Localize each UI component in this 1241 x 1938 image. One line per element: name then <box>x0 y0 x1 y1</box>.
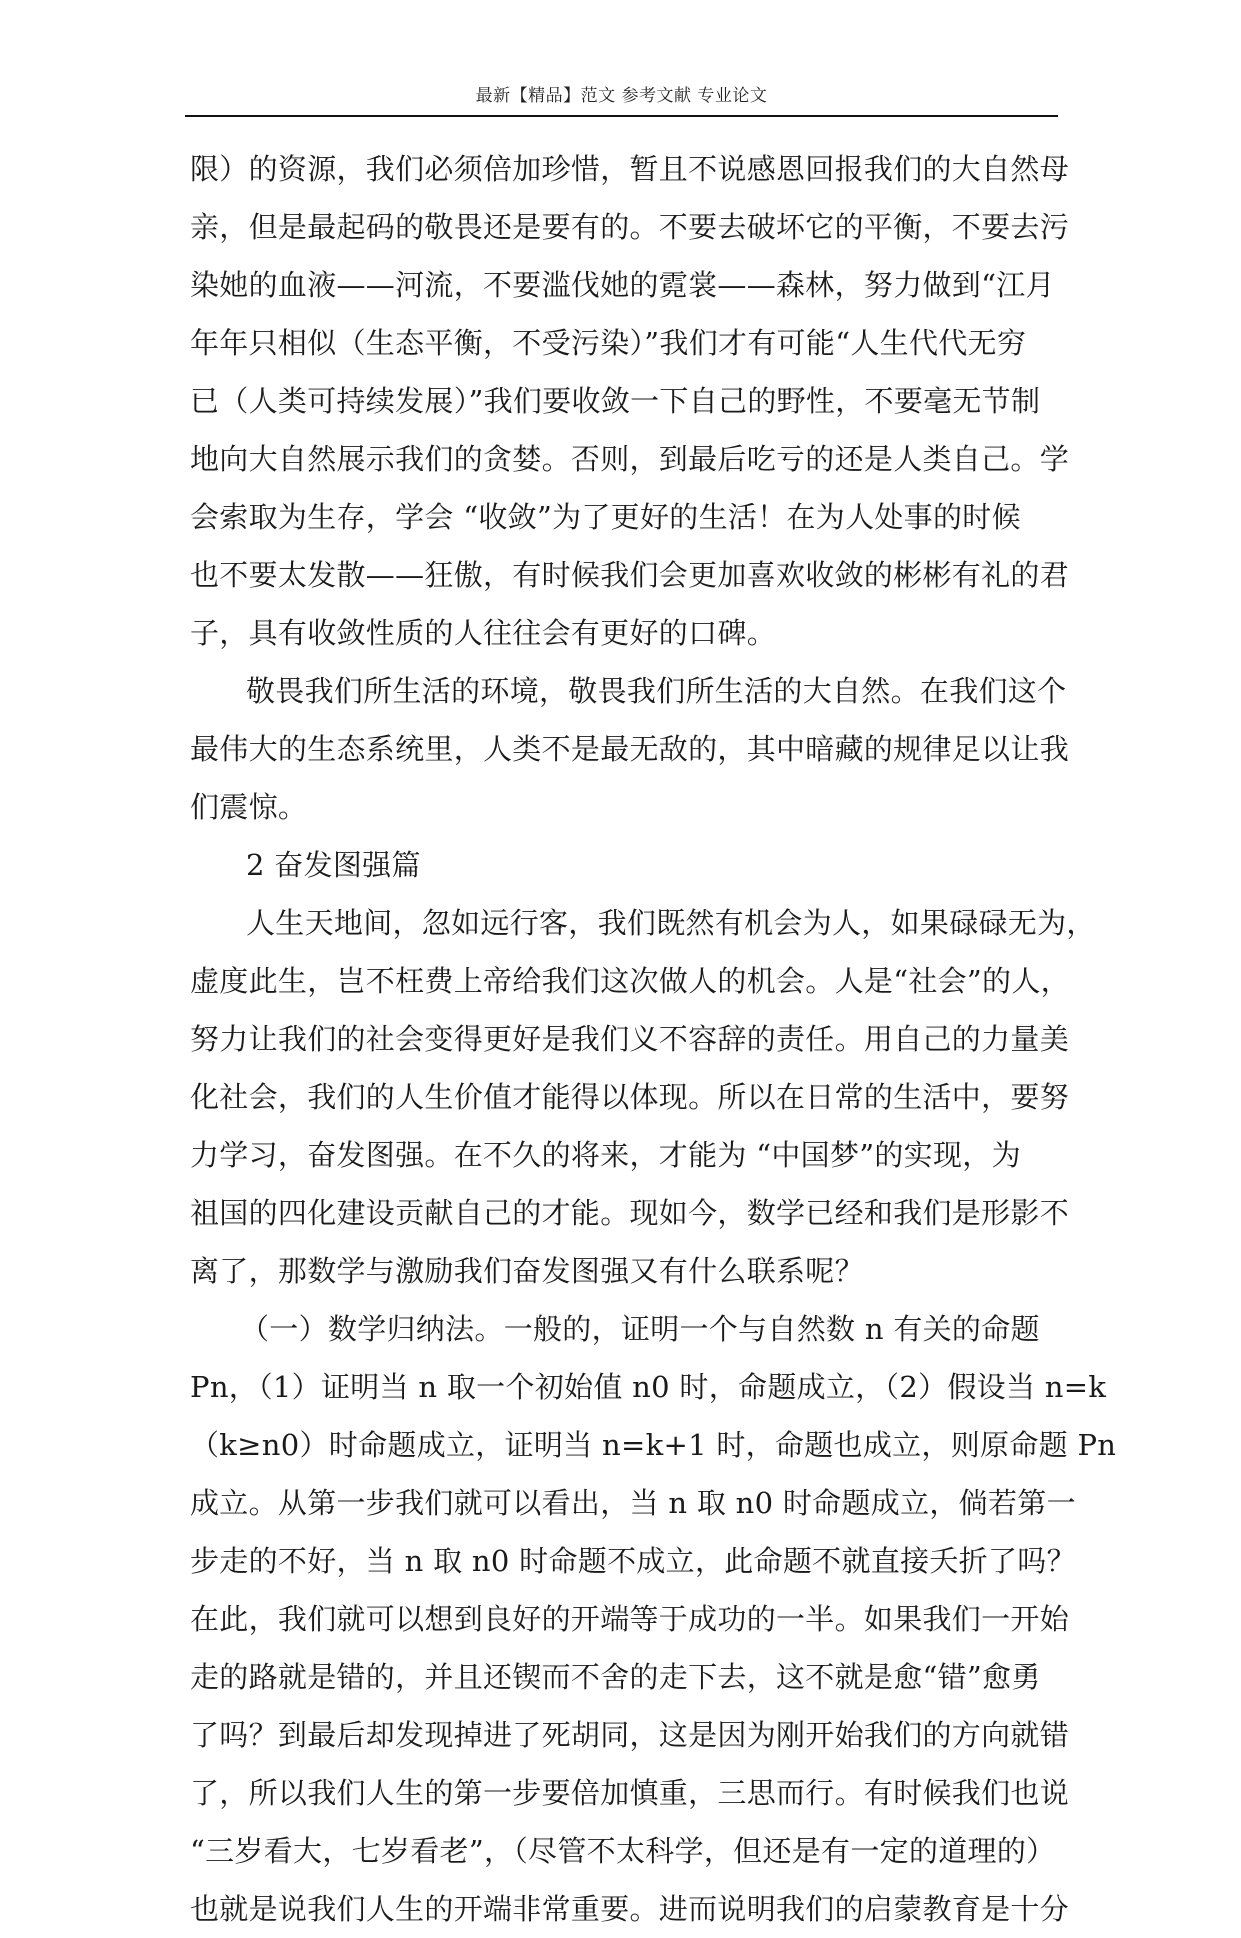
text-line: 离了，那数学与激励我们奋发图强又有什么联系呢？ <box>190 1254 864 1288</box>
text-line: 染她的血液——河流，不要滥伐她的霓裳——森林，努力做到“江月 <box>190 268 1055 302</box>
text-line: 限）的资源，我们必须倍加珍惜，暂且不说感恩回报我们的大自然母 <box>190 152 1070 186</box>
text-line: （k≥n0）时命题成立，证明当 n=k+1 时，命题也成立，则原命题 Pn <box>190 1428 1117 1462</box>
text-line: 步走的不好，当 n 取 n0 时命题不成立，此命题不就直接夭折了吗？ <box>190 1544 1076 1578</box>
text-line: 最伟大的生态系统里，人类不是最无敌的，其中暗藏的规律足以让我 <box>190 732 1070 766</box>
text-line: 亲，但是最起码的敬畏还是要有的。不要去破坏它的平衡，不要去污 <box>190 210 1070 244</box>
text-line: 祖国的四化建设贡献自己的才能。现如今，数学已经和我们是形影不 <box>190 1196 1070 1230</box>
text-line: 年年只相似（生态平衡，不受污染）”我们才有可能“人生代代无穷 <box>190 326 1027 360</box>
paragraph-start: 人生天地间，忽如远行客，我们既然有机会为人，如果碌碌无为， <box>246 906 1096 940</box>
section-heading: 2 奋发图强篇 <box>246 848 421 882</box>
text-line: 走的路就是错的，并且还锲而不舍的走下去，这不就是愈“错”愈勇 <box>190 1660 1041 1694</box>
paragraph-start: 敬畏我们所生活的环境，敬畏我们所生活的大自然。在我们这个 <box>246 674 1067 708</box>
text-line: 了，所以我们人生的第一步要倍加慎重，三思而行。有时候我们也说 <box>190 1776 1070 1810</box>
text-line: 成立。从第一步我们就可以看出，当 n 取 n0 时命题成立，倘若第一 <box>190 1486 1076 1520</box>
text-line: 们震惊。 <box>190 790 308 824</box>
text-line: “三岁看大，七岁看老”，（尽管不太科学，但还是有一定的道理的） <box>190 1834 1056 1868</box>
page-header: 最新【精品】范文 参考文献 专业论文 <box>475 86 768 106</box>
text-line: 会索取为生存，学会 “收敛”为了更好的生活！在为人处事的时候 <box>190 500 1021 534</box>
text-line: 已（人类可持续发展）”我们要收敛一下自己的野性，不要毫无节制 <box>190 384 1041 418</box>
text-line: Pn，（1）证明当 n 取一个初始值 n0 时，命题成立，（2）假设当 n=k <box>190 1370 1107 1404</box>
text-line: 子，具有收敛性质的人往往会有更好的口碑。 <box>190 616 777 650</box>
text-line: 也就是说我们人生的开端非常重要。进而说明我们的启蒙教育是十分 <box>190 1892 1070 1926</box>
text-line: 了吗？到最后却发现掉进了死胡同，这是因为刚开始我们的方向就错 <box>190 1718 1070 1752</box>
text-line: 在此，我们就可以想到良好的开端等于成功的一半。如果我们一开始 <box>190 1602 1070 1636</box>
header-divider <box>185 115 1058 117</box>
document-body <box>190 140 1117 1938</box>
paragraph-start: （一）数学归纳法。一般的，证明一个与自然数 n 有关的命题 <box>240 1312 1040 1346</box>
text-line: 努力让我们的社会变得更好是我们义不容辞的责任。用自己的力量美 <box>190 1022 1070 1056</box>
text-line: 虚度此生，岂不枉费上帝给我们这次做人的机会。人是“社会”的人， <box>190 964 1070 998</box>
text-line: 力学习，奋发图强。在不久的将来，才能为 “中国梦”的实现，为 <box>190 1138 1021 1172</box>
text-line: 化社会，我们的人生价值才能得以体现。所以在日常的生活中，要努 <box>190 1080 1070 1114</box>
text-line: 也不要太发散——狂傲，有时候我们会更加喜欢收敛的彬彬有礼的君 <box>190 558 1070 592</box>
text-line: 地向大自然展示我们的贪婪。否则，到最后吃亏的还是人类自己。学 <box>190 442 1070 476</box>
